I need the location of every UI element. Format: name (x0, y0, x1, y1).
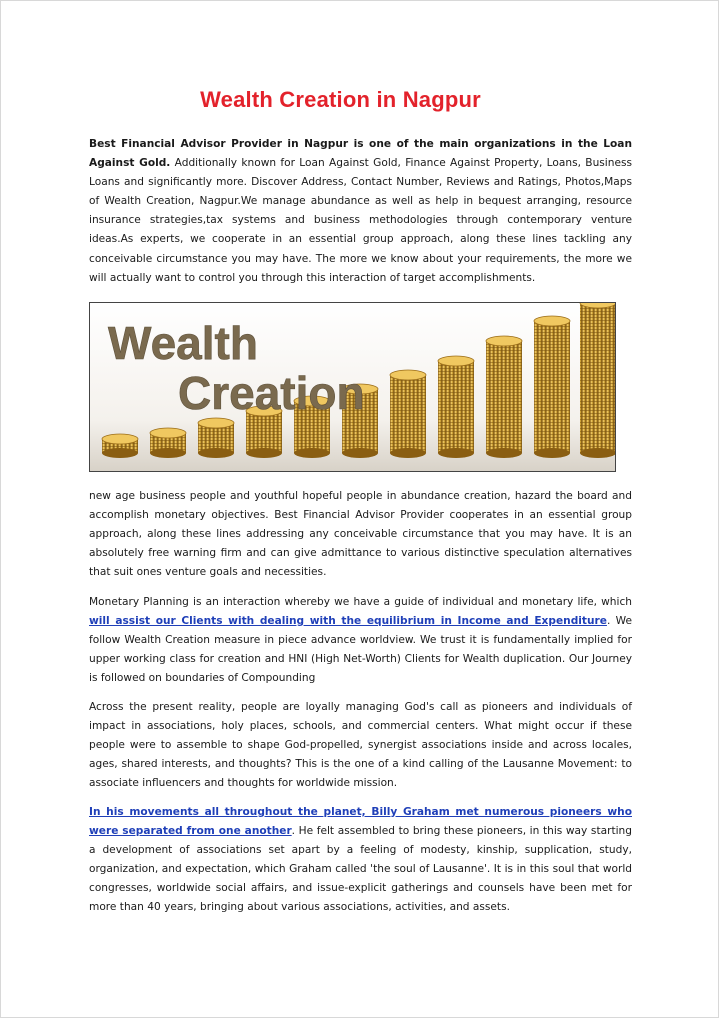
coin-stack-base (390, 448, 426, 458)
paragraph-3-before: Monetary Planning is an interaction whereby we have a guide of individual and monetary life, which (89, 596, 632, 608)
paragraph-2: new age business people and youthful hopeful people in abundance creation, hazard the board and accomplish monetary objectives. Best Financial Advisor Provider cooperates in an essential group approach, along these lines addressing any conceivable circumstance that you may have. It is an absolutely free warning firm and can give admittance to various distinctive speculation alternatives that suit ones venture goals and necessities. (89, 490, 632, 579)
coin-stack-body (438, 361, 474, 453)
coin-stack-top (534, 316, 570, 326)
coin-stack-top (390, 370, 426, 380)
billy-graham-link[interactable]: In his movements all throughout the planet, Billy Graham met numerous pioneers who were separated from one another (89, 806, 632, 838)
coin-stack-base (102, 448, 138, 458)
paragraph-3-after: . We follow Wealth Creation measure in piece advance worldview. We trust it is fundamentally implied for upper working class for creation and HNI (High Net-Worth) Clients for Wealth duplication. Our Journey is followed on boundaries of Compounding (89, 615, 632, 685)
intro-bold-lead: Best Financial Advisor Provider in Nagpur is one of the main organizations in the Loan Against Gold. (89, 138, 632, 170)
coin-stack-top (150, 428, 186, 438)
paragraph-3 (89, 593, 632, 688)
coin-stack-base (198, 448, 234, 458)
coin-stack-base (246, 448, 282, 458)
page-title: Wealth Creation in Nagpur (200, 87, 481, 112)
coin-stack-top (486, 336, 522, 346)
intro-paragraph (89, 135, 632, 288)
income-expenditure-link[interactable]: will assist our Clients with dealing with the equilibrium in Income and Expenditure (89, 615, 607, 628)
coin-stack-base (534, 448, 570, 458)
coin-stack-base (294, 448, 330, 458)
hero-text-wealth: Wealth (108, 317, 258, 369)
coin-stack-body (390, 375, 426, 453)
coin-stack-body (580, 303, 615, 453)
coin-stack-base (486, 448, 522, 458)
intro-body: Additionally known for Loan Against Gold, Finance Against Property, Loans, Business Loans and significantly more. Discover Address, Contact Number, Reviews and Ratings, Photos,Maps of Wealth Creation, Nagpur.We manage abundance as well as help in bequest arranging, resource insurance strategies,tax systems and business methodologies through contemporary venture ideas.As experts, we cooperate in an essential group approach, along these lines tackling any conceivable circumstance you may have. The more we know about your requirements, the more we will actually want to control you through this interaction of target accomplishments. (89, 157, 633, 284)
paragraph-4: Across the present reality, people are loyally managing God's call as pioneers and individuals of impact in associations, holy places, schools, and commercial centers. What might occur if these people were to assemble to shape God-propelled, synergist associations inside and across locales, ages, shared interests, and thoughts? This is the one of a kind calling of the Lausanne Movement: to associate influencers and thoughts for worldwide mission. (89, 701, 632, 790)
paragraph-5 (89, 803, 632, 918)
coin-stack-base (150, 448, 186, 458)
coin-stack-base (438, 448, 474, 458)
wealth-creation-image (89, 302, 616, 472)
hero-text-creation: Creation (178, 367, 365, 419)
coin-stack-base (580, 448, 615, 458)
coin-stack-top (102, 434, 138, 444)
coin-stack-body (486, 341, 522, 453)
coin-stack-base (342, 448, 378, 458)
coin-stack-top (198, 418, 234, 428)
coin-stack-body (534, 321, 570, 453)
paragraph-5-after: . He felt assembled to bring these pioneers, in this way starting a development of associations set apart by a feeling of modesty, kinship, supplication, study, organization, and expectation, which Graham called 'the soul of Lausanne'. It is in this soul that world congresses, worldwide social affairs, and issue-explicit gatherings and counsels have been met for more than 40 years, bringing about various associations, activities, and assets. (89, 825, 632, 914)
coin-stack-top (438, 356, 474, 366)
